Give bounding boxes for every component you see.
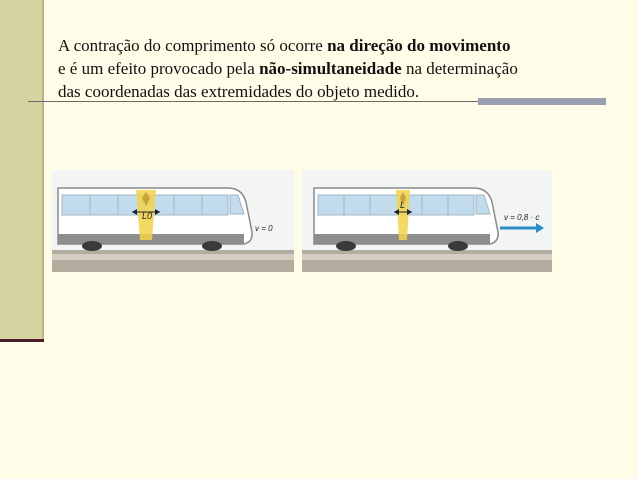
paragraph-line2-end: na determinação bbox=[401, 59, 518, 78]
paragraph-line2-bold: não-simultaneidade bbox=[259, 59, 402, 78]
length-label-l: L bbox=[400, 200, 406, 210]
road-left bbox=[52, 250, 294, 272]
paragraph-line1-text: A contração do comprimento só ocorre bbox=[58, 36, 328, 55]
wheel bbox=[448, 241, 468, 251]
length-label-l0: L0 bbox=[142, 211, 153, 221]
paragraph-line3-text: das coordenadas das extremidades do objeto medido. bbox=[58, 82, 420, 101]
title-divider-accent bbox=[478, 98, 606, 105]
paragraph bbox=[58, 34, 618, 103]
sidebar-footer-line bbox=[0, 339, 44, 342]
sidebar-edge bbox=[42, 0, 44, 341]
wheel bbox=[336, 241, 356, 251]
road-right bbox=[302, 250, 552, 272]
bus-at-rest-illustration bbox=[52, 170, 294, 272]
wheel bbox=[202, 241, 222, 251]
road-stripe-right bbox=[302, 254, 552, 260]
sidebar-panel bbox=[0, 0, 42, 341]
paragraph-line1-bold: na direção do movimento bbox=[327, 36, 511, 55]
velocity-label-rest: v = 0 bbox=[255, 224, 273, 233]
bus-contraction-figure bbox=[52, 170, 552, 272]
paragraph-line2-text: e é um efeito provocado pela bbox=[58, 59, 260, 78]
road-stripe-left bbox=[52, 254, 294, 260]
wheel bbox=[82, 241, 102, 251]
bus-moving-illustration bbox=[302, 170, 552, 272]
velocity-label-moving: v = 0,8 · c bbox=[504, 213, 540, 222]
